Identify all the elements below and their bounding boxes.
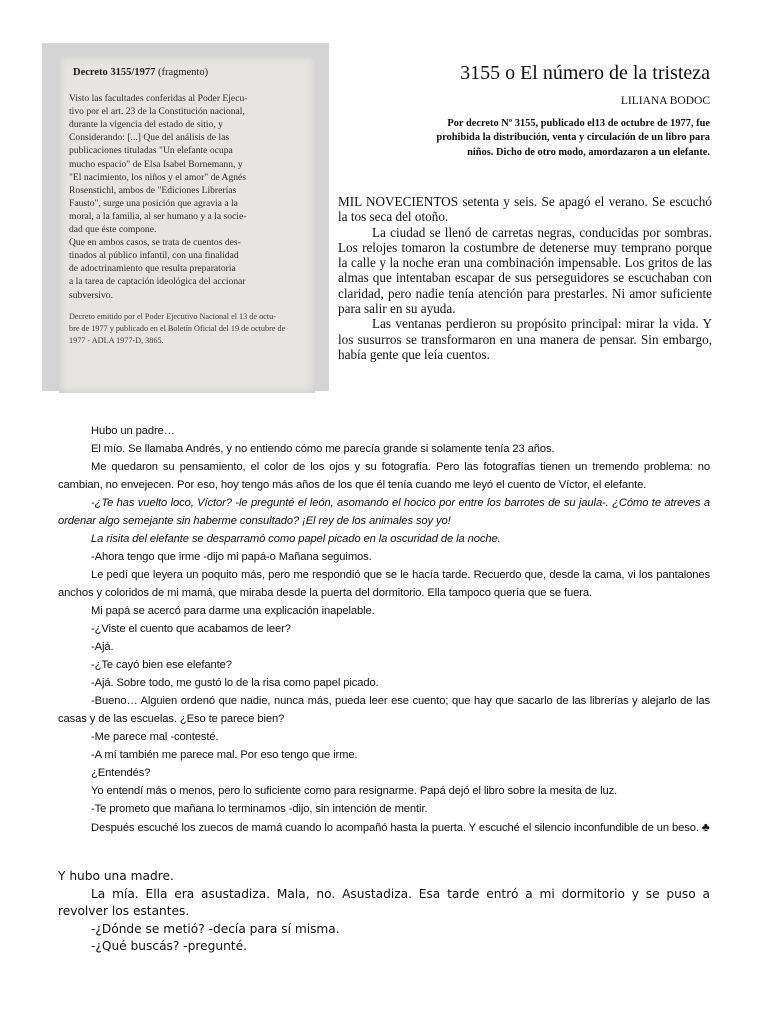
intro-text [338, 194, 712, 362]
decree-line: mucho espacio" de Elsa Isabel Bornemann, y [69, 158, 243, 170]
story-paragraph: -¿Te cayó bien ese elefante? [91, 659, 232, 671]
decree-body [69, 92, 308, 302]
decree-line: de adoctrinamiento que resulta preparatoria [69, 263, 236, 275]
intro-paragraph: Las ventanas perdieron su propósito principal: mirar la vida. Y los susurros se transformaron en una manera de pensar. Sin embargo, había gente que leía cuentos. [338, 316, 712, 362]
decree-line: dad que éste compone. [69, 224, 157, 236]
story-paragraph: Hubo un padre… [91, 425, 175, 437]
story-paragraph: -Me parece mal -contesté. [91, 731, 219, 743]
story-last-sentence: Después escuché los zuecos de mamá cuando lo acompañó hasta la puerta. Y escuché el silencio inconfundible de un beso. [91, 822, 699, 834]
decree-paper [59, 56, 315, 393]
lede-line: niños. Dicho de otro modo, amordazaron a un elefante. [467, 146, 710, 158]
decree-line: "El nacimiento, los niños y el amor" de Agnés [69, 171, 247, 183]
story-paragraph [58, 818, 710, 837]
story2-paragraph: La mía. Ella era asustadiza. Mala, no. Asustadiza. Esa tarde entró a mi dormitorio y se puso a revolver los estantes. [58, 886, 710, 918]
decree-title-text: Decreto 3155/1977 [73, 67, 156, 78]
story-paragraph: Yo entendí más o menos, pero lo suficiente como para resignarme. Papá dejó el libro sobre la mesita de luz. [91, 785, 618, 797]
decree-title [73, 66, 308, 79]
story-paragraph: -Ajá. Sobre todo, me gustó lo de la risa como papel picado. [91, 677, 379, 689]
decree-footer-line: 1977 - ADLA 1977-D, 3865. [69, 335, 164, 345]
decree-line: moral, a la familia, al ser humano y a la socie- [69, 210, 247, 222]
story-quote: La risita del elefante se desparramó como papel picado en la oscuridad de la noche. [91, 533, 501, 545]
lede-line: prohibida la distribución, venta y circulación de un libro para [436, 132, 710, 144]
story-paragraph: Me quedaron su pensamiento, el color de los ojos y su fotografía. Pero las fotografías tienen un tremendo problema: no cambian, no envejecen. Por eso, hoy tengo más años de los que él tenía cuando me leyó el cuento de Víctor, el elefante. [58, 461, 710, 491]
article-author: LILIANA BODOC [620, 95, 710, 107]
story-paragraph: -Ahora tengo que irme -dijo mi papá-o Mañana seguimos. [91, 551, 372, 563]
decree-line: publicaciones tituladas "Un elefante ocupa [69, 145, 233, 157]
decree-footer [69, 311, 308, 347]
story2-paragraph: -¿Dónde se metió? -decía para sí misma. [91, 921, 340, 936]
story-paragraph: -Te prometo que mañana lo terminamos -dijo, sin intención de mentir. [91, 803, 428, 815]
decree-line: subversivo. [69, 289, 113, 301]
story-paragraph: Mi papá se acercó para darme una explicación inapelable. [91, 605, 375, 617]
story-paragraph: Le pedí que leyera un poquito más, pero me respondió que se le hacía tarde. Recuerdo que, desde la cama, vi los pantalones anchos y coloridos de mi mamá, que miraba desde la puerta del dormitorio. Ella tampoco quería que se fuera. [58, 569, 710, 599]
story2-paragraph: -¿Qué buscás? -pregunté. [91, 939, 247, 953]
decree-line: Fausto", surge una posición que agravia a la [69, 197, 238, 209]
story-paragraph: -Bueno… Alguien ordenó que nadie, nunca más, pueda leer ese cuento; que hay que sacarlo de las librerías y alejarlo de las casas y de las escuelas. ¿Eso te parece bien? [58, 695, 710, 725]
decree-line: tinados al público infantil, con una finalidad [69, 250, 239, 262]
decree-footer-line: bre de 1977 y publicado en el Boletín Oficial del 19 de octubre de [69, 323, 286, 333]
intro-paragraph: La ciudad se llenó de carretas negras, conducidas por sombras. Los relojes tomaron la costumbre de detenerse muy temprano porque la calle y la noche eran una combinación impensable. Los gritos de las almas que intentaban escapar de sus perseguidores se escuchaban con claridad, pero nadie tenía atención para prestarles. Ni amor suficiente para salir en su ayuda. [338, 224, 712, 317]
decree-line: a la tarea de captación ideológica del accionar [69, 276, 246, 288]
decree-line: Que en ambos casos, se trata de cuentos des- [69, 237, 241, 249]
story-paragraph: El mío. Se llamaba Andrés, y no entiendo cómo me parecía grande si solamente tenía 23 años. [91, 443, 555, 455]
story-mother [58, 868, 710, 956]
club-suit-icon: ♣ [701, 820, 710, 834]
story-paragraph: ¿Entendés? [91, 767, 151, 779]
story2-paragraph: Y hubo una madre. [58, 869, 174, 883]
story-paragraph: -A mí también me parece mal. Por eso tengo que irme. [91, 749, 358, 761]
lede-line: Por decreto Nº 3155, publicado el13 de octubre de 1977, fue [447, 118, 710, 129]
decree-line: Rosenstichl, ambos de "Ediciones Librerías [69, 184, 237, 196]
decree-line: durante la vigencia del estado de sitio, y [69, 119, 223, 131]
decree-footer-line: Decreto emitido por el Poder Ejecutivo Nacional el 13 de octu- [69, 311, 276, 321]
decree-title-note: (fragmento) [157, 67, 209, 78]
story-father [58, 422, 710, 837]
story-paragraph: -¿Viste el cuento que acabamos de leer? [91, 623, 291, 635]
article-title: 3155 o El número de la tristeza [460, 62, 710, 84]
decree-scan [42, 43, 329, 391]
intro-paragraph: MIL NOVECIENTOS setenta y seis. Se apagó el verano. Se escuchó la tos seca del otoño. [338, 194, 712, 225]
decree-line: Visto las facultades conferidas al Poder Ejecu- [69, 93, 248, 105]
decree-line: tivo por el art. 23 de la Constitución nacional, [69, 106, 245, 118]
story-paragraph: -Ajá. [91, 641, 114, 653]
story-quote: -¿Te has vuelto loco, Víctor? -le pregunté el león, asomando el hocico por entre los barrotes de su jaula-. ¿Cómo te atreves a ordenar algo semejante sin haberme consultado? ¡El rey de los animales soy yo! [58, 497, 710, 527]
article-lede [383, 117, 710, 160]
decree-line: Considerando: [...] Que del análisis de las [69, 132, 230, 144]
